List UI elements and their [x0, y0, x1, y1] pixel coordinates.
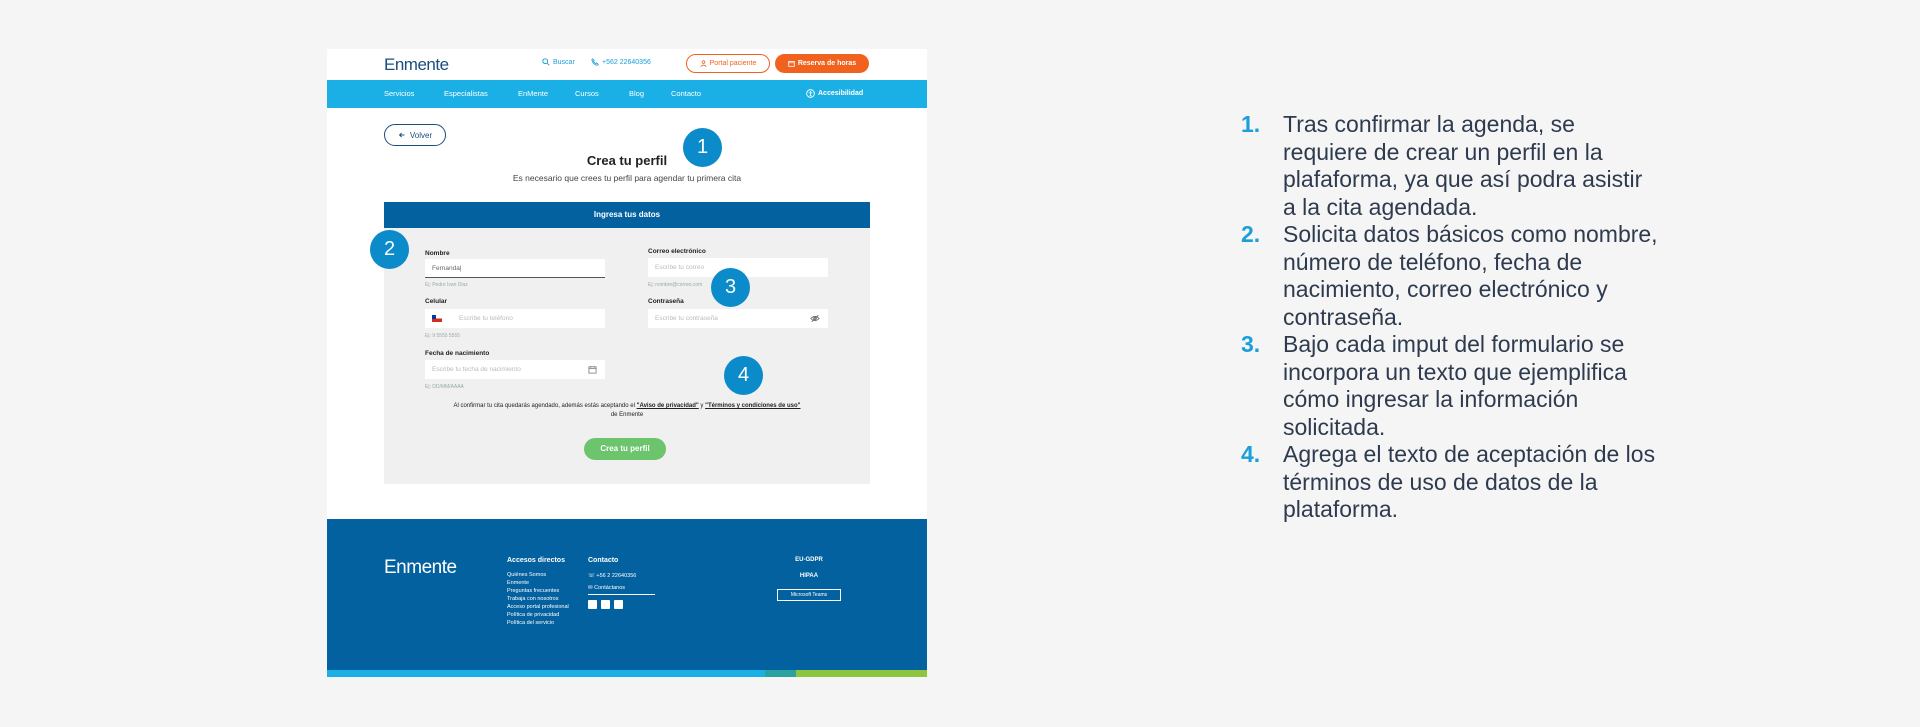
reserva-horas-button[interactable] [775, 54, 869, 73]
search-icon [542, 58, 550, 66]
footer-link[interactable]: Acceso portal profesional [507, 604, 569, 610]
explanation-list [1241, 111, 1661, 524]
calendar-icon[interactable] [588, 365, 597, 374]
list-number: 1. [1241, 111, 1261, 137]
dob-field[interactable] [425, 360, 605, 379]
phone-placeholder: Escribe tu teléfono [459, 315, 513, 322]
accessibility-label: Accesibilidad [818, 90, 864, 97]
name-field[interactable]: Fernanda| [425, 259, 605, 278]
footer-link[interactable]: Preguntas frecuentes [507, 588, 560, 594]
nav-item-enmente[interactable]: EnMente [518, 89, 549, 98]
password-placeholder: Escribe tu contraseña [655, 315, 718, 322]
terms-text-part: Al confirmar tu cita quedarás agendado, además estás aceptando el [453, 403, 637, 409]
linkedin-icon[interactable] [588, 600, 597, 609]
list-number: 2. [1241, 221, 1261, 247]
form-header: Ingresa tus datos [384, 202, 870, 228]
email-label: Correo electrónico [648, 248, 706, 255]
footer-link[interactable]: Enmente [507, 580, 530, 586]
footer-link[interactable]: Quiénes Somos [507, 572, 547, 578]
create-profile-button[interactable]: Crea tu perfil [584, 438, 666, 460]
main-nav [327, 80, 927, 108]
email-field[interactable]: Escribe tu correo [648, 258, 828, 277]
terms-text-part: de Enmente [610, 412, 644, 418]
terms-link[interactable]: "Términos y condiciones de uso" [705, 403, 801, 409]
contact-info [588, 570, 655, 595]
profile-form [384, 202, 870, 484]
contact-email-text: Contáctanos [594, 585, 626, 591]
page-subtitle: Es necesario que crees tu perfil para agendar tu primera cita [512, 173, 742, 183]
name-label: Nombre [425, 250, 450, 257]
phone-label: Celular [425, 298, 448, 305]
top-bar [327, 49, 927, 80]
list-item [1241, 221, 1661, 331]
phone-link[interactable] [591, 58, 651, 66]
portal-paciente-button[interactable] [686, 54, 770, 73]
email-hint: Ej: nombre@correo.com [648, 282, 703, 288]
chile-flag-icon [432, 315, 442, 322]
marker-2: 2 [370, 230, 409, 269]
microsoft-teams-badge: Microsoft Teams [777, 589, 841, 601]
name-hint: Ej: Pedro Ivan Diaz [425, 282, 468, 288]
nav-item-cursos[interactable]: Cursos [575, 89, 599, 98]
enmente-logo[interactable]: Enmente [384, 55, 449, 74]
arrow-left-icon [398, 131, 406, 139]
nav-item-especialistas[interactable]: Especialistas [444, 89, 488, 98]
footer-link[interactable]: Política del servicio [507, 620, 555, 626]
nav-item-contacto[interactable]: Contacto [671, 89, 702, 98]
list-text: Agrega el texto de aceptación de los términos de uso de datos de la plataforma. [1283, 441, 1656, 522]
dob-hint: Ej: DD/MM/AAAA [425, 384, 464, 390]
list-text: Tras confirmar la agenda, se requiere de crear un perfil en la plafaforma, ya que así podra asistir a la cita agendada. [1283, 111, 1643, 220]
password-label: Contraseña [648, 298, 684, 305]
reserva-label: Reserva de horas [797, 60, 857, 67]
back-button[interactable] [384, 124, 446, 146]
calendar-icon [788, 60, 795, 67]
footer [327, 519, 927, 677]
accessibility-icon [806, 89, 815, 98]
password-field[interactable] [648, 309, 828, 328]
list-text: Bajo cada imput del formulario se incorpora un texto que ejemplifica cómo ingresar la información solicitada. [1283, 331, 1627, 440]
footer-logo[interactable]: Enmente [384, 557, 457, 578]
certification-badges [777, 557, 841, 611]
social-links [588, 600, 623, 609]
list-number: 4. [1241, 441, 1261, 467]
phone-hint: Ej: 9 5555 5555 [425, 333, 461, 339]
dob-placeholder: Escribe tu fecha de nacimiento [432, 366, 521, 373]
footer-link[interactable]: Trabaja con nosotros [507, 596, 559, 602]
list-number: 3. [1241, 331, 1261, 357]
dob-label: Fecha de nacimiento [425, 350, 490, 357]
page-title: Crea tu perfil [586, 153, 668, 168]
footer-color-strip [327, 670, 927, 677]
search-link[interactable] [542, 58, 575, 66]
marker-3: 3 [711, 268, 750, 307]
portal-label: Portal paciente [709, 60, 757, 67]
instagram-icon[interactable] [614, 600, 623, 609]
phone-field[interactable] [425, 309, 605, 328]
list-item [1241, 111, 1661, 221]
contact-phone[interactable]: ☏ +56 2 22640356 [588, 573, 637, 579]
terms-text [414, 402, 840, 420]
privacy-link[interactable]: "Aviso de privacidad" [636, 403, 699, 409]
accesos-list [507, 571, 569, 627]
phone-number: +562 22640356 [602, 58, 651, 66]
search-label: Buscar [553, 58, 575, 66]
gdpr-badge: EU-GDPR [795, 557, 823, 563]
terms-text-part: y [698, 403, 706, 409]
contact-phone-text: +56 2 22640356 [596, 573, 637, 579]
marker-4: 4 [724, 356, 763, 395]
marker-1: 1 [683, 128, 722, 167]
hipaa-badge: HIPAA [799, 573, 819, 579]
back-label: Volver [409, 130, 433, 140]
footer-link[interactable]: Política de privacidad [507, 612, 560, 618]
accessibility-button[interactable] [806, 89, 863, 98]
phone-icon [591, 58, 599, 66]
list-item [1241, 331, 1661, 441]
user-icon [700, 60, 707, 67]
nav-item-servicios[interactable]: Servicios [384, 89, 415, 98]
list-item [1241, 441, 1661, 524]
eye-off-icon[interactable] [810, 314, 820, 323]
contact-title: Contacto [588, 557, 619, 564]
list-text: Solicita datos básicos como nombre, número de teléfono, fecha de nacimiento, correo electrónico y contraseña. [1283, 221, 1658, 330]
contact-email[interactable]: ✉ Contáctanos [588, 582, 655, 595]
nav-item-blog[interactable]: Blog [629, 89, 645, 98]
accesos-title: Accesos directos [507, 557, 565, 564]
facebook-icon[interactable] [601, 600, 610, 609]
website-mockup [327, 49, 927, 677]
